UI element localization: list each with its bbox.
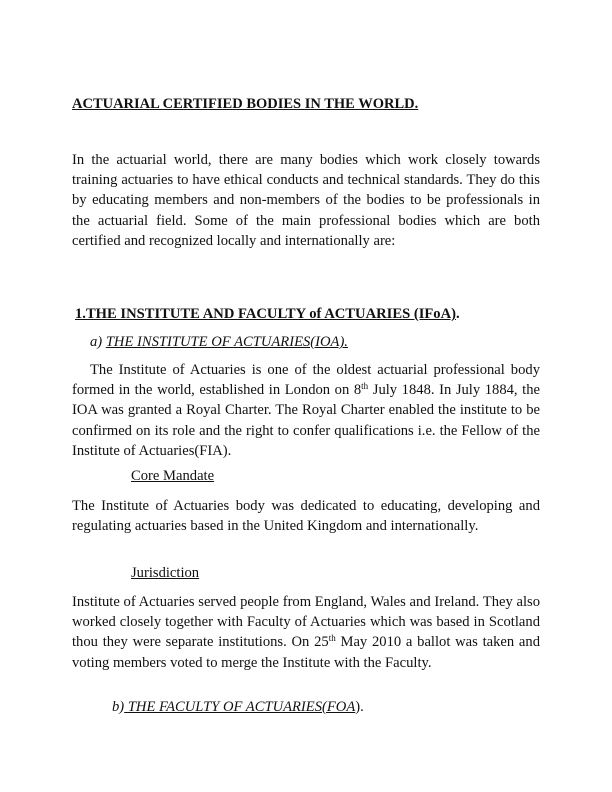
subheading-suffix: ).	[355, 699, 364, 715]
section-heading-text: 1.THE INSTITUTE AND FACULTY of ACTUARIES (IFoA)	[75, 306, 456, 322]
core-mandate-paragraph: The Institute of Actuaries body was dedicated to educating, developing and regulating actuaries based in the United Kingdom and internationally.	[72, 498, 540, 535]
subheading-foa	[112, 699, 364, 716]
ioa-paragraph	[72, 360, 540, 461]
section-heading-suffix: .	[456, 306, 460, 322]
subheading-ioa	[90, 334, 348, 351]
ioa-text-part2: July 1848. In July 1884, the IOA was granted a Royal Charter. The Royal Charter enabled the institute to be confirmed on its role and the right to confer qualifications i.e. the Fellow of the Institute of Actuaries(FIA).	[72, 382, 540, 459]
section-heading-ifoa	[75, 306, 460, 323]
jurisdiction-text-part2: May 2010 a ballot was taken and voting members voted to merge the Institute with the Faculty.	[72, 634, 541, 671]
jurisdiction-label: Jurisdiction	[131, 565, 200, 581]
subheading-title: THE INSTITUTE OF ACTUARIES(IOA).	[105, 334, 348, 350]
subheading-title: THE FACULTY OF ACTUARIES(FOA	[124, 699, 356, 715]
jurisdiction-text-part1: Institute of Actuaries served people from England, Wales and Ireland. They also worked closely together with Faculty of Actuaries which was based in Scotland thou they were separate institutions. On 25	[72, 594, 540, 651]
subheading-marker: b)	[112, 699, 125, 715]
ordinal-suffix: th	[328, 633, 336, 644]
jurisdiction-paragraph	[72, 592, 540, 673]
subheading-marker: a)	[90, 334, 106, 350]
core-mandate-label: Core Mandate	[131, 468, 215, 484]
ioa-text-part1: The Institute of Actuaries is one of the oldest actuarial professional body formed in the world, established in London on 8	[72, 362, 540, 399]
ordinal-suffix: th	[361, 381, 369, 392]
intro-paragraph: In the actuarial world, there are many bodies which work closely towards training actuaries to have ethical conducts and technical standards. They do this by educating members and non-members of the bodies to be professionals in the actuarial field. Some of the main professional bodies which are both certified and recognized locally and internationally are:	[72, 152, 540, 249]
document-title: ACTUARIAL CERTIFIED BODIES IN THE WORLD.	[72, 96, 419, 112]
